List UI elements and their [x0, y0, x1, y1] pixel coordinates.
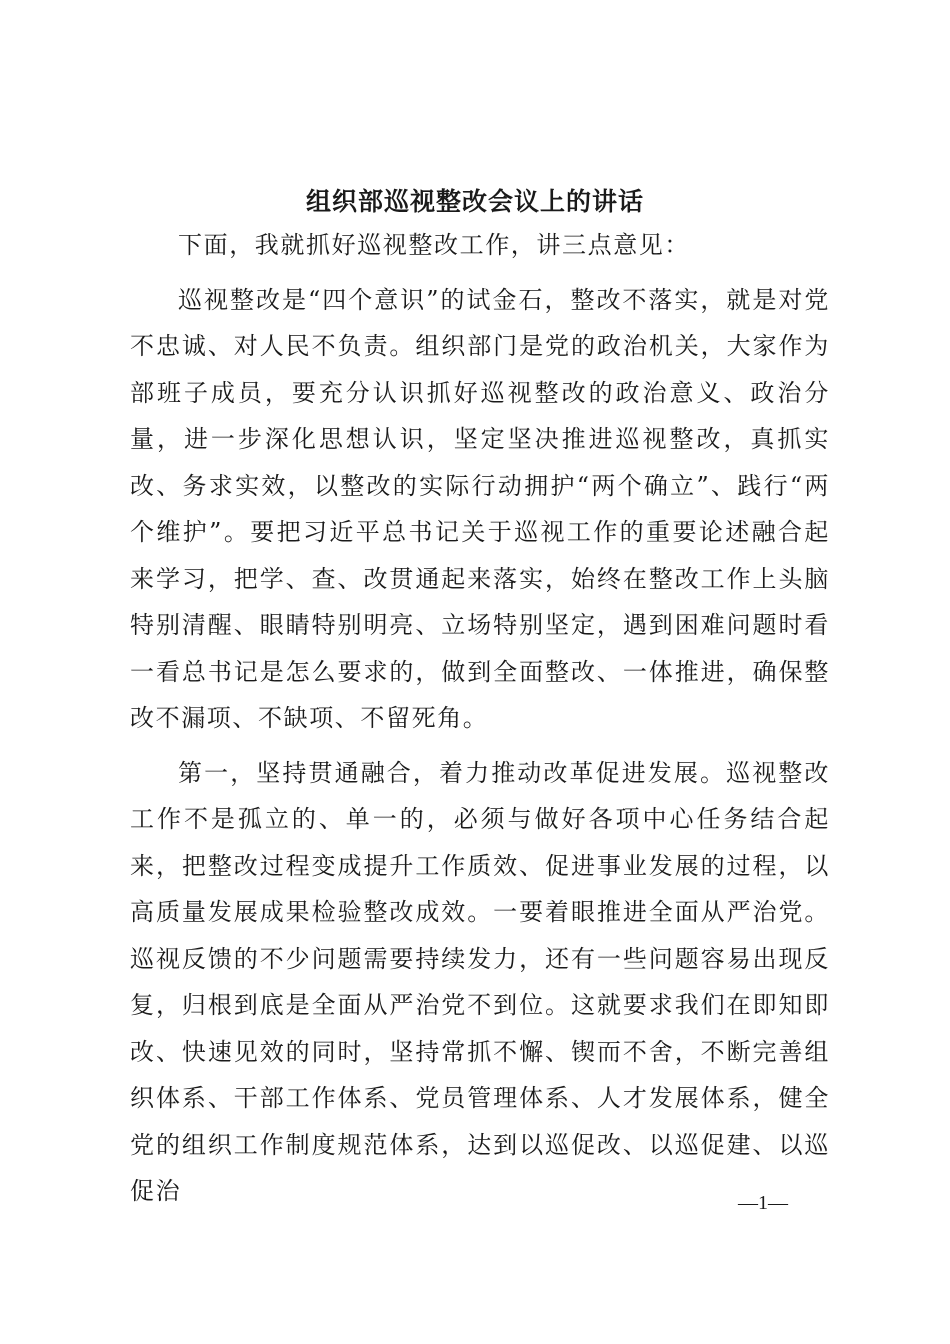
paragraph-overview: 巡视整改是“四个意识”的试金石，整改不落实，就是对党不忠诚、对人民不负责。组织部门是党的政治机关，大家作为部班子成员，要充分认识抓好巡视整改的政治意义、政治分量，进一步深化思想认识，坚定坚决推进巡视整改，真抓实改、务求实效，以整改的实际行动拥护“两个确立”、践行“两个维护”。要把习近平总书记关于巡视工作的重要论述融合起来学习，把学、查、改贯通起来落实，始终在整改工作上头脑特别清醒、眼睛特别明亮、立场特别坚定，遇到困难问题时看一看总书记是怎么要求的，做到全面整改、一体推进，确保整改不漏项、不缺项、不留死角。 — [130, 285, 830, 732]
page-number: —1— — [738, 1192, 788, 1214]
document-title: 组织部巡视整改会议上的讲话 — [305, 187, 644, 216]
document-body — [130, 222, 830, 1215]
paragraph-intro: 下面，我就抓好巡视整改工作，讲三点意见： — [178, 231, 690, 259]
paragraph-point-one: 第一，坚持贯通融合，着力推动改革促进发展。巡视整改工作不是孤立的、单一的，必须与做好各项中心任务结合起来，把整改过程变成提升工作质效、促进事业发展的过程，以高质量发展成果检验整改成效。一要着眼推进全面从严治党。巡视反馈的不少问题需要持续发力，还有一些问题容易出现反复，归根到底是全面从严治党不到位。这就要求我们在即知即改、快速见效的同时，坚持常抓不懈、锲而不舍，不断完善组织体系、干部工作体系、党员管理体系、人才发展体系，健全党的组织工作制度规范体系，达到以巡促改、以巡促建、以巡促治 — [130, 758, 830, 1205]
